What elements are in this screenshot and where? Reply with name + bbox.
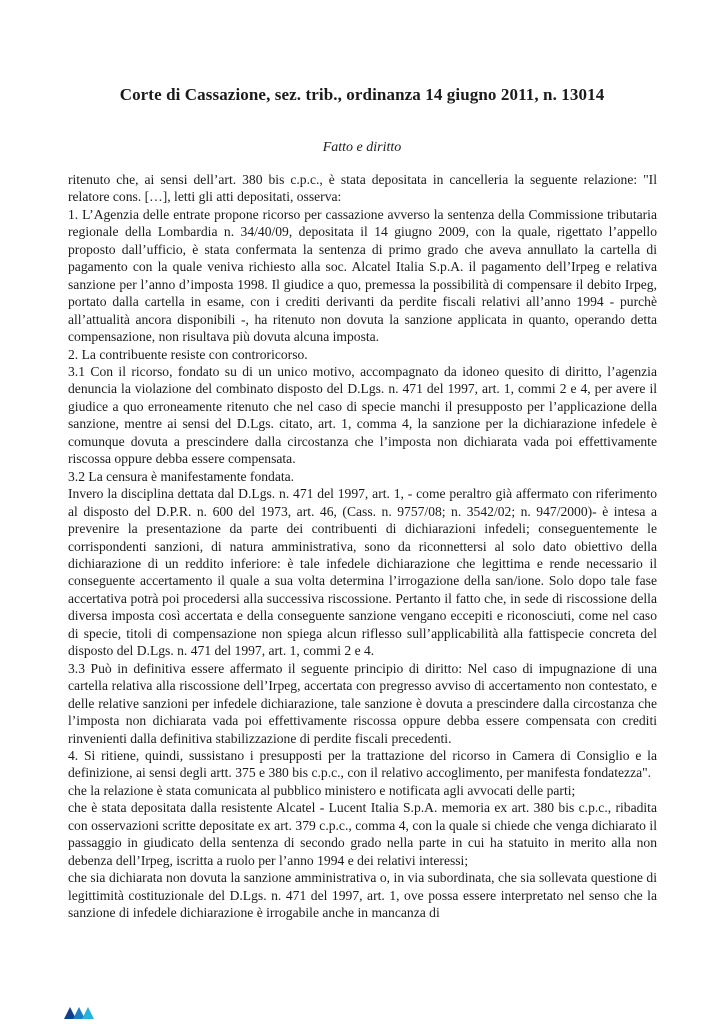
paragraph: 4. Si ritiene, quindi, sussistano i presupposti per la trattazione del ricorso in Camera di Consiglio e la definizione, ai sensi degli artt. 375 e 380 bis c.p.c., con il relativo accoglimento, per manifesta fondatezza". — [68, 747, 657, 781]
paragraph: 3.3 Può in definitiva essere affermato il seguente principio di diritto: Nel caso di impugnazione di una cartella relativa alla riscossione dell’Irpeg, accertata con pregresso avviso di accertamento non contestato, e delle relative sanzioni per infedele dichiarazione, tale sanzione è dovuta a prescindere dalla circostanza che l’imposta non dichiarata vada poi effettivamente riscossa oppure debba essere compensata con crediti rinvenienti dalla definitiva stabilizzazione di perdite fiscali precedenti. — [68, 660, 657, 746]
paragraph: ritenuto che, ai sensi dell’art. 380 bis c.p.c., è stata depositata in cancelleria la seguente relazione: "Il relatore cons. […], letti gli atti depositati, osserva: — [68, 172, 657, 205]
paragraph: 2. La contribuente resiste con controricorso. — [68, 346, 308, 362]
paragraph: 3.2 La censura è manifestamente fondata. — [68, 468, 295, 484]
paragraph: 1. L’Agenzia delle entrate propone ricorso per cassazione avverso la sentenza della Commissione tributaria regionale della Lombardia n. 34/40/09, depositata il 14 giugno 2009, con la quale, rigettato l’appello proposto dall’ufficio, è stata confermata la sentenza di primo grado che aveva annullato la cartella di pagamento con la quale veniva richiesto alla soc. Alcatel Italia S.p.A. il pagamento dell’Irpeg e relativa sanzione per l’anno d’imposta 1998. Il giudice a quo, premessa la possibilità di compensare il debito Irpeg, portato dalla cartella in esame, con i crediti derivanti da perdite fiscali relativi all’anno 1994 - purchè all’attualità ancora disponibili -, ha ritenuto non dovuta la sanzione applicata in quanto, operando detta compensazione, non risultava più dovuta alcuna imposta. — [68, 206, 657, 345]
paragraph: che è stata depositata dalla resistente Alcatel - Lucent Italia S.p.A. memoria ex art. 380 bis c.p.c., ribadita con osservazioni scritte depositate ex art. 379 c.p.c., comma 4, con la quale si chiede che venga dichiarato il passaggio in giudicato della sentenza di secondo grado nella parte in cui ha statuito in merito alla non debenza dell’Irpeg, iscritta a ruolo per l’anno 1994 e dei relativi interessi; — [68, 800, 657, 868]
document-body — [68, 171, 657, 921]
paragraph: che sia dichiarata non dovuta la sanzione amministrativa o, in via subordinata, che sia sollevata questione di legittimità costituzionale del D.Lgs. n. 471 del 1997, art. 1, ove possa essere interpretato nel senso che la sanzione di infedele dichiarazione è irrogabile anche in mancanza di — [68, 870, 657, 921]
site-logo-icon — [62, 1005, 96, 1021]
paragraph: Invero la disciplina dettata dal D.Lgs. n. 471 del 1997, art. 1, - come peraltro già affermato con riferimento al disposto del D.P.R. n. 600 del 1973, art. 46, (Cass. n. 9757/08; n. 3542/02; n. 947/2000)- è intesa a prevenire la presentazione da parte dei contribuenti di dichiarazioni infedeli; conseguentemente le corrispondenti sanzioni, di natura amministrativa, sono da riconnettersi al solo dato obiettivo della dichiarazione di un reddito inferiore: è tale infedele dichiarazione che legittima e rende necessario il conseguente accertamento il quale a sua volta determina l’irrogazione della san/ione. Solo dopo tale fase accertativa potrà poi procedersi alla successiva riscossione. Pertanto il fatto che, in sede di riscossione della diversa imposta così accertata e della conseguente sanzione vengano eccepiti e riconosciuti, come nel caso di specie, titoli di compensazione non spiega alcun riflesso sull’applicabilità alla fattispecie concreta del disposto del D.Lgs. n. 471 del 1997, art. 1, commi 2 e 4. — [68, 486, 657, 659]
document-title: Corte di Cassazione, sez. trib., ordinanza 14 giugno 2011, n. 13014 — [119, 85, 605, 104]
paragraph: che la relazione è stata comunicata al pubblico ministero e notificata agli avvocati delle parti; — [68, 782, 576, 798]
section-heading: Fatto e diritto — [322, 140, 402, 155]
paragraph: 3.1 Con il ricorso, fondato su di un unico motivo, accompagnato da idoneo quesito di diritto, l’agenzia denuncia la violazione del combinato disposto del D.Lgs. n. 471 del 1997, art. 1, commi 2 e 4, per avere il giudice a quo erroneamente ritenuto che nel caso di specie manchi il presupposto per l’applicazione della sanzione, mentre ai sensi del D.Lgs. citato, art. 1, comma 4, la sanzione per la dichiarazione infedele è comunque dovuta a prescindere dalla circostanza che l’imposta non dichiarata vada poi effettivamente riscossa oppure debba essere compensata. — [68, 363, 657, 467]
